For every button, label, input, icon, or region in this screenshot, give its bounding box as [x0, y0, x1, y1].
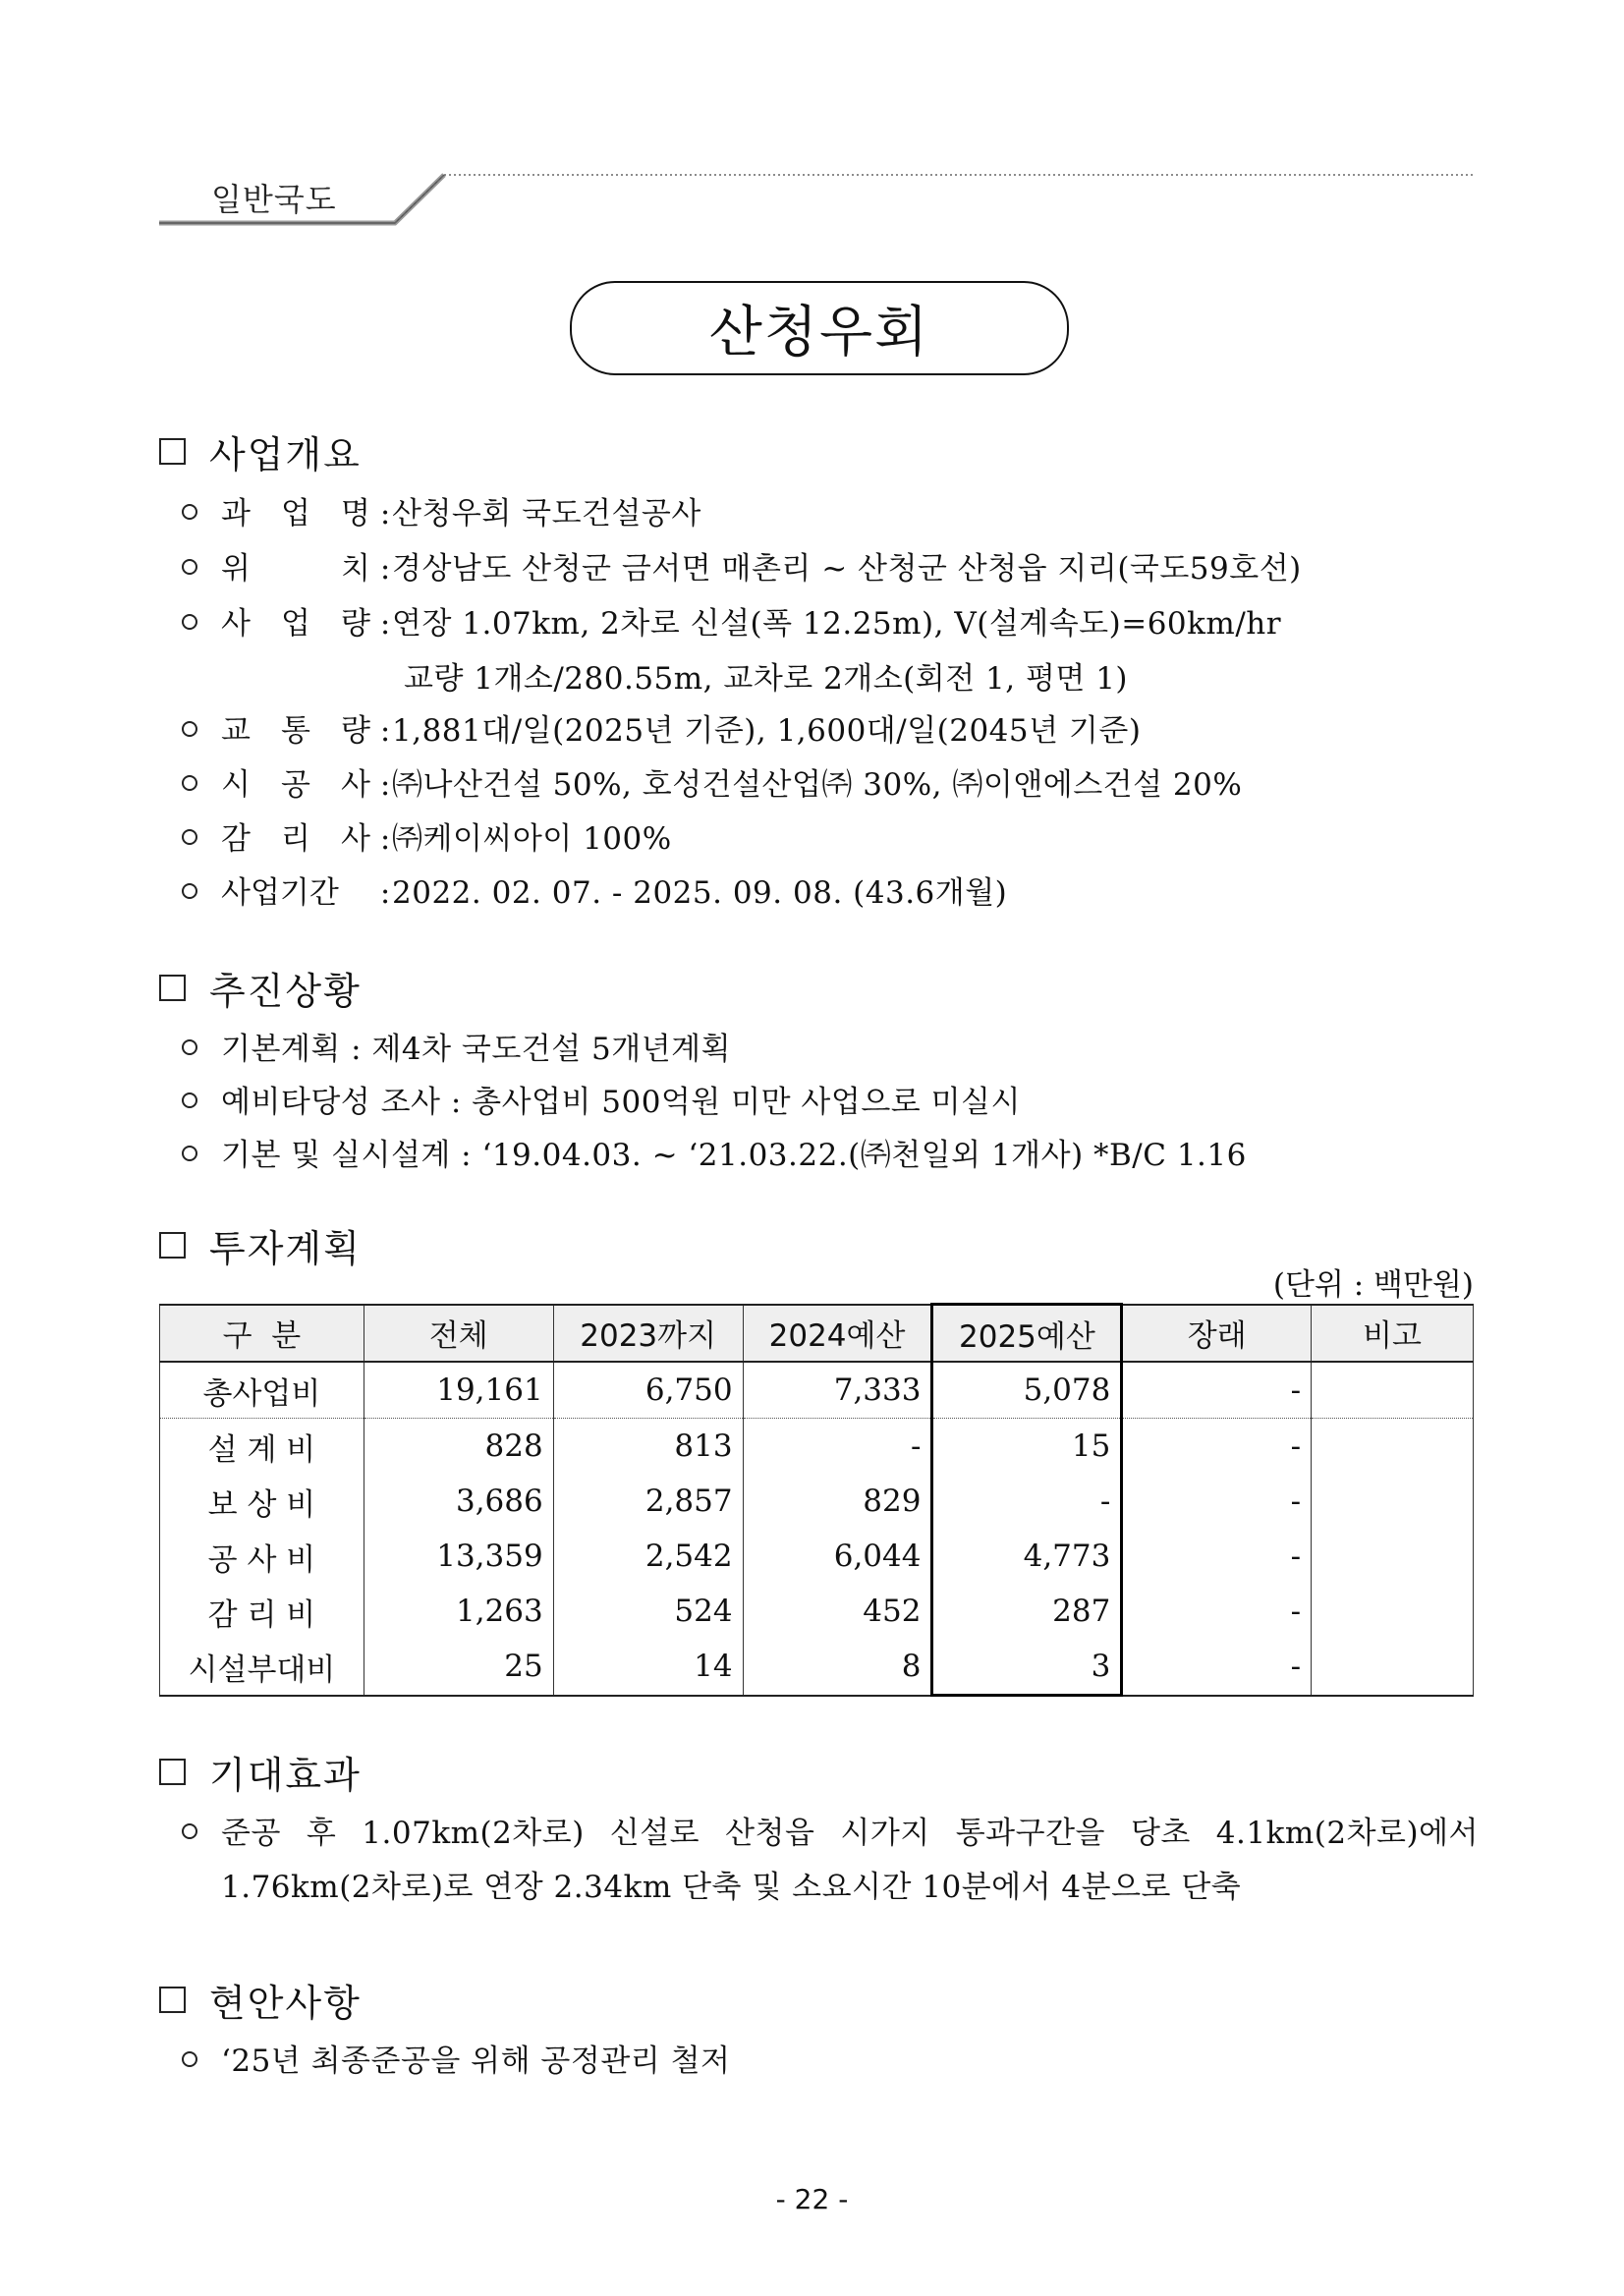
- overview-value: 연장 1.07km, 2차로 신설(폭 12.25m), V(설계속도)=60km/hr: [392, 606, 1282, 642]
- circle-bullet-icon: [182, 1039, 197, 1055]
- circle-bullet-icon: [182, 883, 197, 899]
- page-title: 산청우회: [708, 301, 930, 364]
- overview-value: ㈜케이씨아이 100%: [392, 821, 672, 857]
- column-header: 장래: [1122, 1305, 1312, 1363]
- progress-item: 기본계획 : 제4차 국도건설 5개년계획: [182, 1024, 731, 1068]
- effects-item: 준공 후 1.07km(2차로) 신설로 산청읍 시가지 통과구간을 당초 4.1km(2차로)에서: [182, 1808, 1479, 1852]
- progress-item: 기본 및 실시설계 : ‘19.04.03. ~ ‘21.03.22.(㈜천일외 1개사) *B/C 1.16: [182, 1130, 1247, 1174]
- header-category: 일반국도: [211, 181, 337, 218]
- column-header: 2024예산: [743, 1305, 932, 1363]
- overview-value: 2022. 02. 07. - 2025. 09. 08. (43.6개월): [392, 875, 1008, 911]
- table-row: 공 사 비 13,359 2,542 6,044 4,773 -: [160, 1529, 1474, 1584]
- circle-bullet-icon: [182, 1146, 197, 1161]
- overview-item-contractor: 시 공 사 : ㈜나산건설 50%, 호성건설산업㈜ 30%, ㈜이앤에스건설 20%: [182, 759, 1242, 804]
- checkbox-square-icon: [159, 975, 186, 1001]
- overview-label: 시 공 사: [221, 767, 370, 803]
- checkbox-square-icon: [159, 1232, 186, 1259]
- circle-bullet-icon: [182, 2051, 197, 2067]
- overview-item-name: 과 업 명 : 산청우회 국도건설공사: [182, 488, 701, 532]
- overview-value: 산청우회 국도건설공사: [392, 496, 701, 532]
- table-header-row: [160, 1305, 1474, 1363]
- overview-value: 경상남도 산청군 금서면 매촌리 ~ 산청군 산청읍 지리(국도59호선): [392, 551, 1302, 587]
- overview-label: 감 리 사: [221, 821, 370, 857]
- column-header: 비고: [1312, 1305, 1474, 1363]
- overview-scope-continued: 교량 1개소/280.55m, 교차로 2개소(회전 1, 평면 1): [404, 661, 1129, 697]
- table-row: 감 리 비 1,263 524 452 287 -: [160, 1584, 1474, 1639]
- column-header: 2023까지: [553, 1305, 743, 1363]
- circle-bullet-icon: [182, 721, 197, 737]
- circle-bullet-icon: [182, 504, 197, 520]
- table-row: 총사업비 19,161 6,750 7,333 5,078 -: [160, 1362, 1474, 1419]
- section-effects-heading: 기대효과: [159, 1745, 362, 1799]
- overview-item-period: 사업기간 : 2022. 02. 07. - 2025. 09. 08. (43.6개월): [182, 868, 1007, 912]
- overview-item-scope: 사 업 량 : 연장 1.07km, 2차로 신설(폭 12.25m), V(설계속도)=60km/hr: [182, 598, 1281, 643]
- table-row: 보 상 비 3,686 2,857 829 - -: [160, 1474, 1474, 1529]
- overview-label: 과 업 명: [221, 496, 370, 532]
- section-issues-heading: 현안사항: [159, 1973, 362, 2027]
- overview-value: 1,881대/일(2025년 기준), 1,600대/일(2045년 기준): [392, 713, 1142, 749]
- table-row: 시설부대비 25 14 8 3 -: [160, 1639, 1474, 1696]
- investment-table: [159, 1303, 1474, 1697]
- checkbox-square-icon: [159, 1987, 186, 2013]
- section-investment-heading: 투자계획: [159, 1218, 362, 1272]
- circle-bullet-icon: [182, 829, 197, 845]
- column-header: 2025예산: [932, 1305, 1122, 1363]
- issues-item: ‘25년 최종준공을 위해 공정관리 철저: [182, 2036, 730, 2080]
- checkbox-square-icon: [159, 1759, 186, 1785]
- progress-item: 예비타당성 조사 : 총사업비 500억원 미만 사업으로 미실시: [182, 1077, 1021, 1121]
- effects-item-continued: 1.76km(2차로)로 연장 2.34km 단축 및 소요시간 10분에서 4분으로 단축: [221, 1870, 1242, 1905]
- table-row: 설 계 비 828 813 - 15 -: [160, 1419, 1474, 1475]
- title-box: [570, 281, 1069, 375]
- section-progress-heading: 추진상황: [159, 961, 362, 1015]
- unit-label: (단위 : 백만원): [1272, 1267, 1474, 1303]
- circle-bullet-icon: [182, 559, 197, 575]
- circle-bullet-icon: [182, 614, 197, 630]
- circle-bullet-icon: [182, 1823, 197, 1839]
- overview-item-traffic: 교 통 량 : 1,881대/일(2025년 기준), 1,600대/일(2045년 기준): [182, 705, 1141, 750]
- overview-label: 사 업 량: [221, 606, 370, 642]
- column-header: 구 분: [160, 1305, 364, 1363]
- checkbox-square-icon: [159, 438, 186, 465]
- overview-label: 위 치: [221, 551, 370, 587]
- overview-label: 사업기간: [221, 875, 339, 911]
- overview-value: ㈜나산건설 50%, 호성건설산업㈜ 30%, ㈜이앤에스건설 20%: [392, 767, 1243, 803]
- overview-label: 교 통 량: [221, 713, 370, 749]
- section-overview-heading: 사업개요: [159, 424, 362, 478]
- overview-item-location: 위 치 : 경상남도 산청군 금서면 매촌리 ~ 산청군 산청읍 지리(국도59호선): [182, 543, 1302, 588]
- circle-bullet-icon: [182, 1092, 197, 1108]
- page-number: - 22 -: [775, 2183, 849, 2215]
- column-header: 전체: [364, 1305, 553, 1363]
- circle-bullet-icon: [182, 775, 197, 791]
- overview-item-supervisor: 감 리 사 : ㈜케이씨아이 100%: [182, 813, 672, 858]
